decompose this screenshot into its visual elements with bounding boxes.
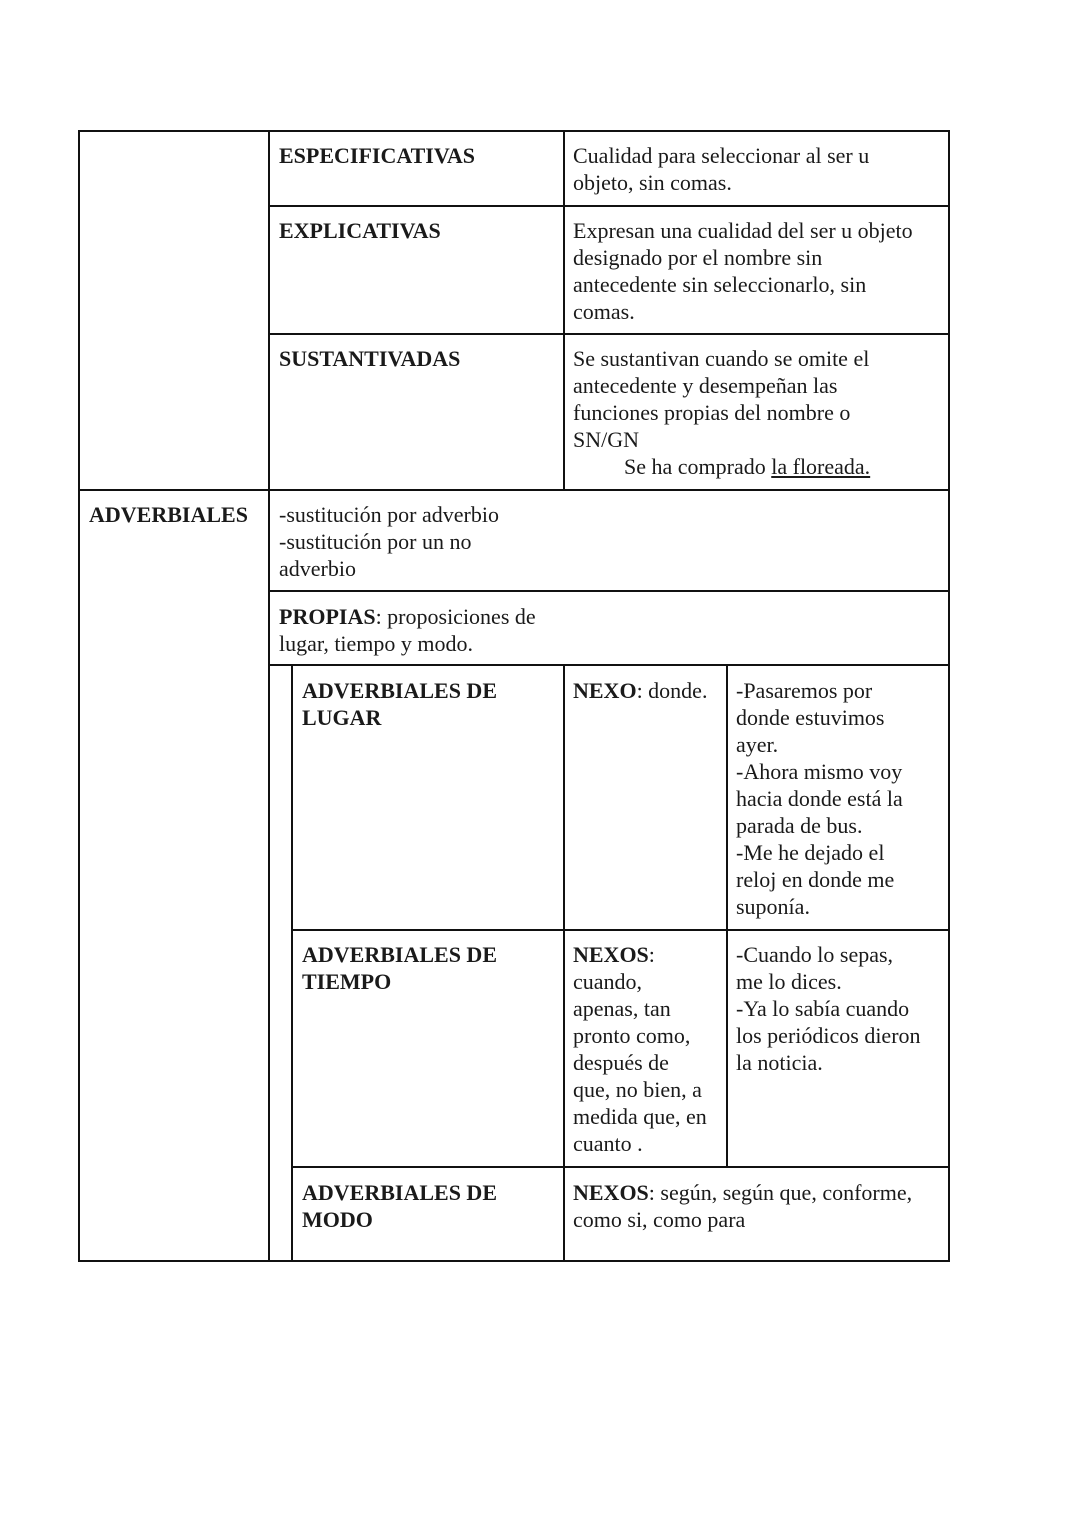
explicativas-label: EXPLICATIVAS <box>279 218 441 243</box>
propias-description: PROPIAS: proposiciones de lugar, tiempo y modo. <box>279 604 536 656</box>
especificativas-label: ESPECIFICATIVAS <box>279 143 476 168</box>
adverbiales-lugar-label: ADVERBIALES DE LUGAR <box>302 678 497 730</box>
sustantivadas-label: SUSTANTIVADAS <box>279 346 461 371</box>
column-divider-2 <box>563 664 565 1262</box>
row-divider <box>268 333 950 335</box>
sustantivadas-description: Se sustantivan cuando se omite el antecedente y desempeñan las funciones propias del nombre o SN/GN Se ha comprado la floreada. <box>573 346 871 479</box>
adverbiales-tests: -sustitución por adverbio -sustitución por un no adverbio <box>279 502 499 581</box>
underlined-example: la floreada. <box>771 454 871 479</box>
row-divider <box>268 590 950 592</box>
sustantivadas-example: Se ha comprado la floreada. <box>624 454 871 479</box>
table-border-right <box>948 130 950 1262</box>
row-divider <box>78 489 950 491</box>
adverbiales-label: ADVERBIALES <box>89 502 248 527</box>
adverbiales-modo-label: ADVERBIALES DE MODO <box>302 1180 497 1232</box>
lugar-examples: -Pasaremos por donde estuvimos ayer. -Ahora mismo voy hacia donde está la parada de bus. -Me he dejado el reloj en donde me suponía. <box>736 678 903 919</box>
row-divider <box>268 205 950 207</box>
table-border-top <box>78 130 950 132</box>
column-divider-2 <box>563 130 565 491</box>
tiempo-nexos: NEXOS: cuando, apenas, tan pronto como, después de que, no bien, a medida que, en cuanto . <box>573 942 707 1156</box>
lugar-nexo: NEXO: donde. <box>573 678 708 703</box>
table-border-left <box>78 130 80 1262</box>
nested-column-divider <box>291 664 293 1262</box>
propias-label: PROPIAS <box>279 604 376 629</box>
row-divider <box>268 664 950 666</box>
row-divider <box>292 929 950 931</box>
adverbiales-tiempo-label: ADVERBIALES DE TIEMPO <box>302 942 497 994</box>
explicativas-description: Expresan una cualidad del ser u objeto designado por el nombre sin antecedente sin seleccionarlo, sin comas. <box>573 218 913 324</box>
column-divider-3 <box>726 664 728 1168</box>
table-border-bottom <box>78 1260 950 1262</box>
tiempo-examples: -Cuando lo sepas, me lo dices. -Ya lo sabía cuando los periódicos dieron la noticia. <box>736 942 921 1075</box>
especificativas-description: Cualidad para seleccionar al ser u objeto, sin comas. <box>573 143 870 195</box>
column-divider-1 <box>268 130 270 1262</box>
row-divider <box>292 1166 950 1168</box>
modo-nexos: NEXOS: según, según que, conforme, como si, como para <box>573 1180 913 1232</box>
